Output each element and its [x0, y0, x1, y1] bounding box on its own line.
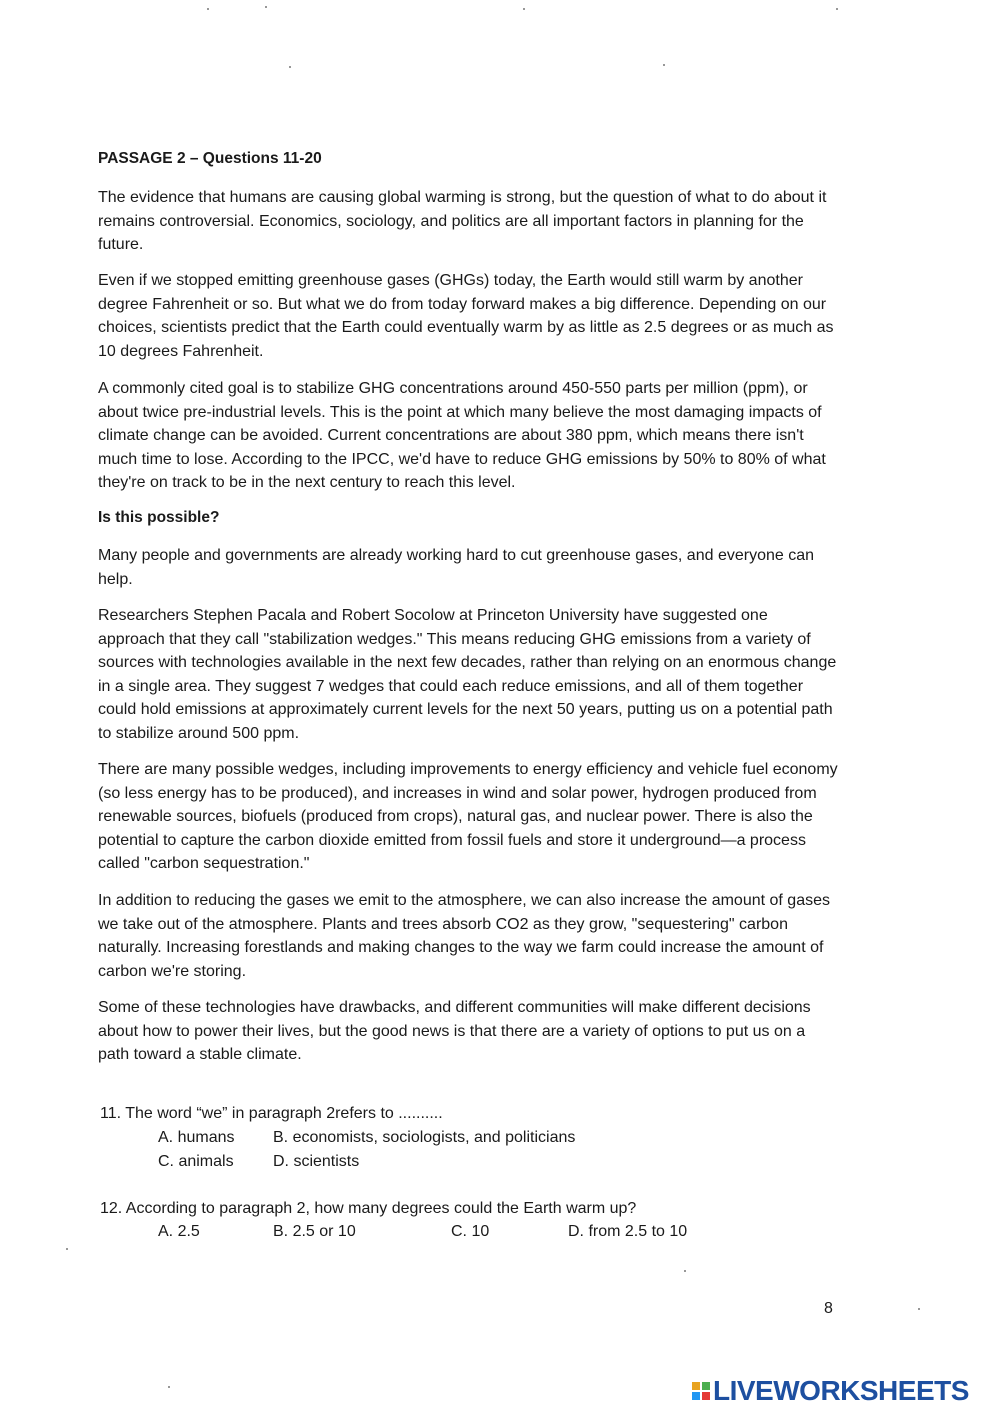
passage-heading: PASSAGE 2 – Questions 11-20 — [98, 150, 322, 167]
paragraph-2: Even if we stopped emitting greenhouse gases (GHGs) today, the Earth would still warm by another degree Fahrenheit or so. But what we do from today forward makes a big difference. Depending on our choices, scientists predict that the Earth could eventually warm by as little as 2.5 degrees or as much as 10 degrees Fahrenheit. — [98, 272, 834, 360]
scan-speck — [207, 8, 209, 10]
question-12-option-d[interactable]: D. from 2.5 to 10 — [568, 1223, 688, 1240]
scan-speck — [684, 1270, 686, 1272]
page-number: 8 — [824, 1300, 833, 1317]
paragraph-1: The evidence that humans are causing global warming is strong, but the question of what to do about it remains controversial. Economics, sociology, and politics are all important factors in planning for the future. — [98, 189, 827, 254]
question-11-option-a[interactable]: A. humans — [158, 1129, 235, 1146]
question-11-stem: 11. The word “we” in paragraph 2refers to .......... — [100, 1105, 443, 1122]
paragraph-6: There are many possible wedges, including improvements to energy efficiency and vehicle fuel economy (so less energy has to be produced), and increases in wind and solar power, hydrogen produced from renewable sources, biofuels (produced from crops), natural gas, and nuclear power. There is also the potential to capture the carbon dioxide emitted from fossil fuels and store it underground—a process called "carbon sequestration." — [98, 761, 838, 873]
question-12-option-a[interactable]: A. 2.5 — [158, 1223, 200, 1240]
question-11-option-c[interactable]: C. animals — [158, 1153, 234, 1170]
paragraph-4: Many people and governments are already working hard to cut greenhouse gases, and everyone can help. — [98, 547, 815, 588]
logo-text: LIVEWORKSHEETS — [713, 1375, 969, 1406]
logo-square — [692, 1392, 700, 1400]
question-12-option-c[interactable]: C. 10 — [451, 1223, 490, 1240]
scan-speck — [836, 8, 838, 10]
scan-speck — [66, 1248, 68, 1250]
scan-speck — [168, 1386, 170, 1388]
logo-square — [702, 1382, 710, 1390]
question-11-option-d[interactable]: D. scientists — [273, 1153, 360, 1170]
question-12-stem: 12. According to paragraph 2, how many degrees could the Earth warm up? — [100, 1200, 637, 1217]
subheading-is-this-possible: Is this possible? — [98, 509, 220, 526]
scan-speck — [289, 66, 291, 68]
scan-speck — [663, 64, 665, 66]
liveworksheets-logo — [692, 1376, 969, 1406]
paragraph-5: Researchers Stephen Pacala and Robert Socolow at Princeton University have suggested one approach that they call "stabilization wedges." This means reducing GHG emissions from a variety of sources with technologies available in the next few decades, rather than relying on an enormous change in a single area. They suggest 7 wedges that could each reduce emissions, and all of them together could hold emissions at approximately current levels for the next 50 years, putting us on a potential path to stabilize around 500 ppm. — [98, 607, 837, 742]
logo-square — [702, 1392, 710, 1400]
paragraph-8: Some of these technologies have drawbacks, and different communities will make different decisions about how to power their lives, but the good news is that there are a variety of options to put us on a path toward a stable climate. — [98, 999, 811, 1064]
question-11-option-b[interactable]: B. economists, sociologists, and politicians — [273, 1129, 576, 1146]
paragraph-3: A commonly cited goal is to stabilize GHG concentrations around 450-550 parts per million (ppm), or about twice pre-industrial levels. This is the point at which many believe the most damaging impacts of climate change can be avoided. Current concentrations are about 380 ppm, which means there isn't much time to lose. According to the IPCC, we'd have to reduce GHG emissions by 50% to 80% of what they're on track to be in the next century to reach this level. — [98, 380, 826, 492]
scan-speck — [523, 8, 525, 10]
scan-speck — [265, 6, 267, 8]
question-12-option-b[interactable]: B. 2.5 or 10 — [273, 1223, 356, 1240]
paragraph-7: In addition to reducing the gases we emit to the atmosphere, we can also increase the amount of gases we take out of the atmosphere. Plants and trees absorb CO2 as they grow, "sequestering" carbon naturally. Increasing forestlands and making changes to the way we farm could increase the amount of carbon we're storing. — [98, 892, 830, 980]
logo-squares-icon — [692, 1382, 710, 1400]
scan-speck — [918, 1308, 920, 1310]
logo-square — [692, 1382, 700, 1390]
